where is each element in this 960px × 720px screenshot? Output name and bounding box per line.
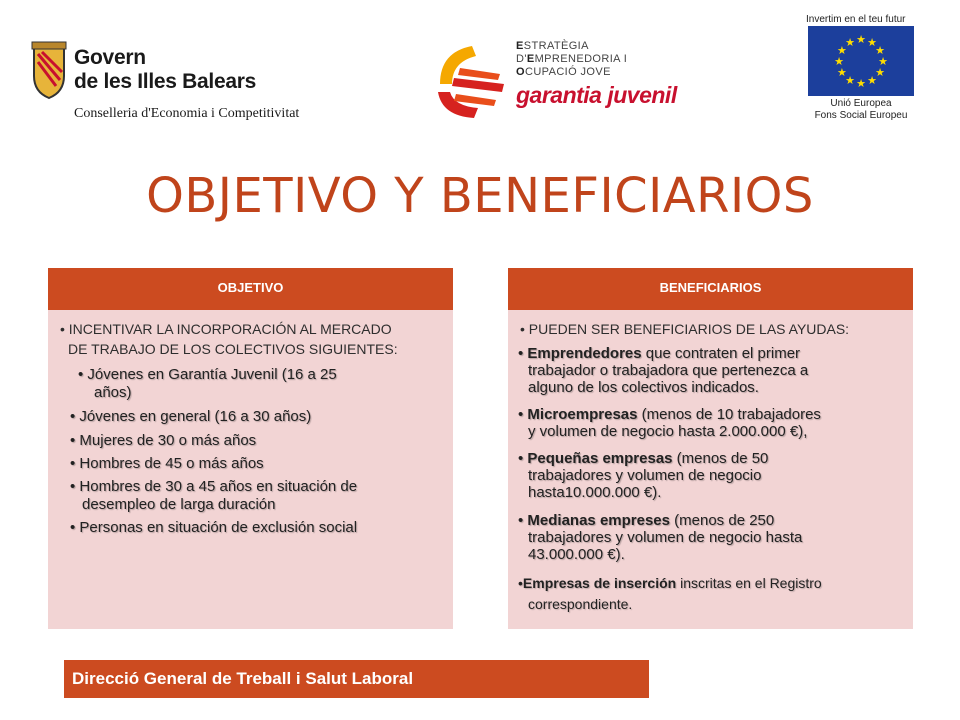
footer-department: Direcció General de Treball i Salut Laboral	[64, 660, 649, 698]
objetivo-item-5-cont: desempleo de larga duración	[82, 496, 276, 513]
eu-star-icon: ★	[867, 36, 877, 49]
garantia-brand: garantia juvenil	[516, 82, 677, 108]
shield-icon	[28, 40, 70, 100]
objetivo-lead-line2: DE TRABAJO DE LOS COLECTIVOS SIGUIENTES:	[68, 341, 398, 357]
govern-region: de les Illes Balears	[74, 70, 256, 93]
beneficiario-item-2: • Microempresas (menos de 10 trabajadores	[518, 406, 821, 423]
beneficiario-item-1-line2: trabajador o trabajadora que pertenezca a	[528, 362, 809, 379]
beneficiario-item-5: •Empresas de inserción inscritas en el Registro	[518, 575, 822, 591]
garantia-mark-icon	[430, 34, 510, 122]
govern-name: Govern	[74, 46, 146, 69]
eu-flag-icon	[808, 26, 914, 96]
beneficiarios-panel	[508, 268, 913, 629]
beneficiario-item-3: • Pequeñas empresas (menos de 50	[518, 450, 769, 467]
objetivo-header: OBJETIVO	[48, 268, 453, 310]
beneficiario-item-2-line2: y volumen de negocio hasta 2.000.000 €),	[528, 423, 808, 440]
page-title: OBJETIVO Y BENEFICIARIOS	[146, 168, 814, 224]
eu-star-icon: ★	[837, 45, 847, 57]
eu-star-icon: ★	[856, 78, 866, 90]
eu-star-icon: ★	[878, 56, 888, 68]
eu-star-icon: ★	[845, 75, 855, 88]
beneficiario-item-1-line3: alguno de los colectivos indicados.	[528, 379, 759, 396]
eu-logo	[806, 14, 918, 124]
objetivo-item-4: • Hombres de 45 o más años	[70, 455, 264, 472]
eu-star-icon: ★	[867, 75, 877, 88]
objetivo-panel	[48, 268, 453, 629]
garantia-line3: CUPACIÓ JOVE	[524, 66, 611, 78]
eu-fund: Fons Social Europeu	[814, 110, 908, 121]
objetivo-item-6: • Personas en situación de exclusión social	[70, 519, 358, 536]
beneficiario-item-4-line2: trabajadores y volumen de negocio hasta	[528, 529, 803, 546]
eu-star-icon: ★	[856, 34, 866, 46]
eu-name: Unió Europea	[830, 98, 892, 109]
beneficiario-item-3-line3: hasta10.000.000 €).	[528, 484, 662, 501]
beneficiario-item-4: • Medianas empreses (menos de 250	[518, 512, 775, 529]
beneficiario-item-5-line2: correspondiente.	[528, 596, 633, 612]
eu-star-icon: ★	[875, 45, 885, 57]
garantia-line1: STRATÈGIA	[523, 40, 589, 52]
eu-star-icon: ★	[845, 36, 855, 49]
garantia-juvenil-logo: ESTRATÈGIA D'EMPRENEDORIA I OCUPACIÓ JOVE garantia juvenil	[430, 34, 630, 124]
objetivo-item-2: • Jóvenes en general (16 a 30 años)	[70, 408, 312, 425]
objetivo-lead-line1: • INCENTIVAR LA INCORPORACIÓN AL MERCADO	[60, 321, 392, 337]
eu-star-icon: ★	[837, 67, 847, 79]
eu-star-icon: ★	[875, 67, 885, 79]
beneficiario-item-3-line2: trabajadores y volumen de negocio	[528, 467, 762, 484]
govern-logo	[28, 40, 308, 130]
beneficiarios-header: BENEFICIARIOS	[508, 268, 913, 310]
beneficiarios-lead: • PUEDEN SER BENEFICIARIOS DE LAS AYUDAS:	[520, 321, 850, 337]
govern-department: Conselleria d'Economia i Competitivitat	[74, 106, 300, 121]
beneficiario-item-1: • Emprendedores que contraten el primer	[518, 345, 801, 362]
objetivo-item-1-cont: años)	[94, 384, 132, 401]
objetivo-item-1: • Jóvenes en Garantía Juvenil (16 a 25	[78, 366, 337, 383]
objetivo-item-3: • Mujeres de 30 o más años	[70, 432, 257, 449]
eu-star-icon: ★	[834, 56, 844, 68]
beneficiario-item-4-line3: 43.000.000 €).	[528, 546, 625, 563]
eu-slogan: Invertim en el teu futur	[806, 14, 906, 25]
objetivo-item-5: • Hombres de 30 a 45 años en situación de	[70, 478, 358, 495]
garantia-line2: MPRENEDORIA I	[534, 53, 628, 65]
